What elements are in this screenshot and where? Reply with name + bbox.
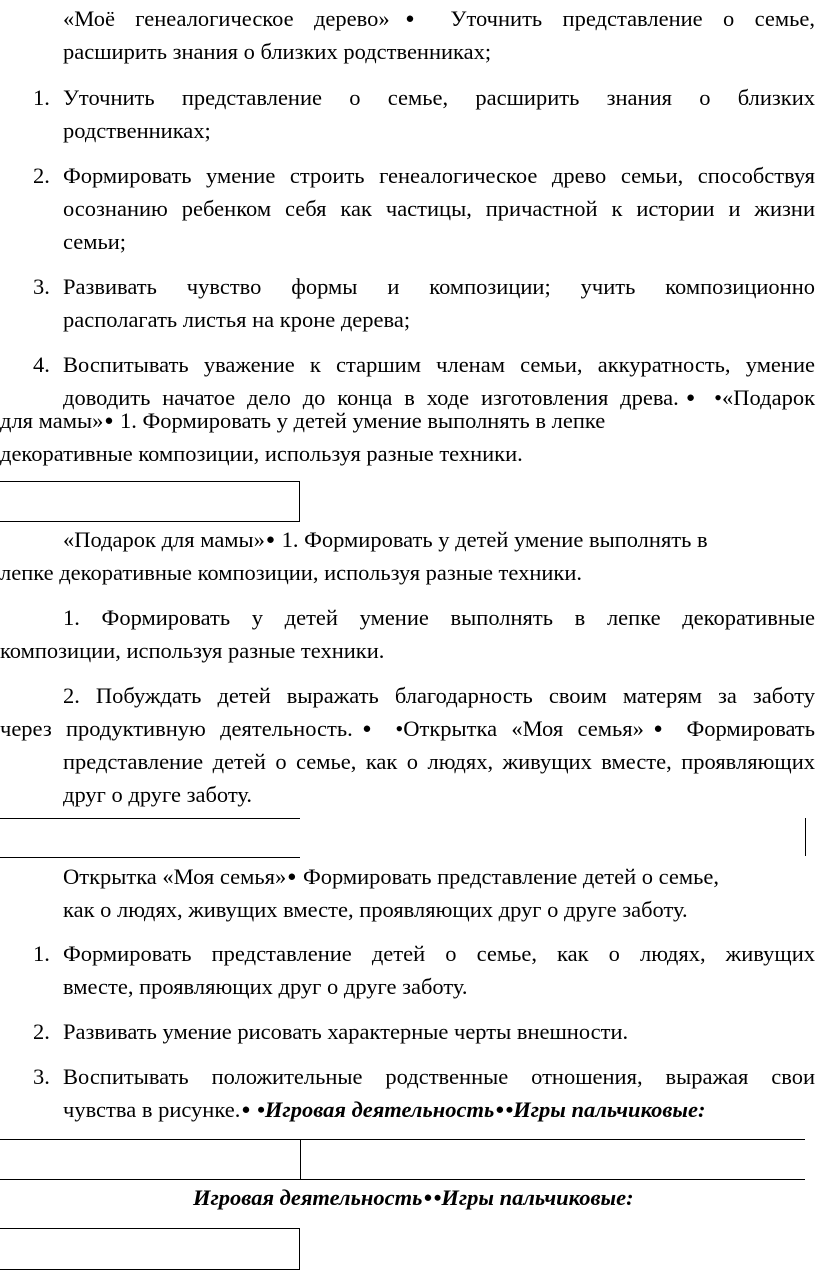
project-title-gift: для мамы» [0,408,104,433]
bullet-icon: ● [679,390,702,406]
empty-table-cell [0,1228,300,1270]
list-text: Формировать представление детей о семье, как о людях, живущих [63,941,815,966]
gift-goal-2-line-3: представление детей о семье, как о людях, живущих вместе, проявляющих [63,749,815,774]
bullet-icon: ● [644,721,672,737]
list-text: осознанию ребенком себя как частицы, причастной к истории и жизни [63,196,815,221]
list-text: родственниках; [63,118,211,143]
table-border [300,1139,301,1179]
list-text: Уточнить представление о семье, расширить знания о близких [63,85,815,110]
list-number: 1. [33,85,50,110]
list-text-part: чувства в рисунке. [63,1097,241,1122]
list-text: семьи; [63,229,127,254]
games-heading [193,1181,634,1218]
bullet-icon: ● [390,11,430,27]
divider-line [0,818,300,819]
list-text: Развивать умение рисовать характерные черты внешности. [63,1019,629,1044]
bullet-icon: ● [287,869,297,885]
gift-text: 1. Формировать у детей умение выполнять в [281,527,708,552]
list-number: 2. [33,163,50,188]
section-heading-games: Игровая деятельность [193,1185,423,1210]
project-title-tree: «Моё генеалогическое дерево» [63,6,390,31]
divider-line [805,818,806,856]
gift-text: 1. Формировать у детей умение выполнять в лепке [120,408,606,433]
list-number: 4. [33,352,50,377]
gift-line-1 [63,523,708,560]
list-text-part: доводить начатое дело до конца в ходе изготовления древа. [63,385,679,410]
section-heading-finger-games: •Игры пальчиковые: [433,1185,634,1210]
intro-line-2: расширить знания о близких родственниках; [63,39,492,64]
gift-goal-1-line-2: композиции, используя разные техники. [0,638,385,663]
gift-inline-line-2: декоративные композиции, используя разные техники. [0,441,523,466]
divider-line [0,857,300,858]
gift-line-2: лепке декоративные композиции, используя разные техники. [0,560,583,585]
section-heading-finger-games: •Игры пальчиковые: [505,1097,706,1122]
list-text [63,1093,706,1130]
intro-line-1 [63,2,815,39]
list-number: 2. [33,1019,50,1044]
bullet-icon: ● [423,1190,433,1206]
gift-text: Формировать [686,716,816,741]
card-line-2: как о людях, живущих вместе, проявляющих друг о друге заботу. [63,897,688,922]
bullet-icon: ● [495,1102,505,1118]
table-border [0,1179,805,1180]
gift-goal-1-line-1: 1. Формировать у детей умение выполнять в лепке декоративные [63,605,815,630]
list-text: Воспитывать уважение к старшим членам семьи, аккуратность, умение [63,352,815,377]
table-border [0,1139,805,1140]
bullet-icon: ● [104,413,114,429]
gift-goal-2-line-2 [0,712,815,749]
list-number: 3. [33,274,50,299]
project-title-gift: •«Подарок [714,385,816,410]
intro-text: Уточнить представление о семье, [450,6,816,31]
empty-table-cell [0,481,300,522]
gift-goal-2-line-1: 2. Побуждать детей выражать благодарность своим матерям за заботу [63,683,815,708]
gift-inline-line-1 [0,404,605,441]
bullet-icon: ● [265,532,275,548]
list-text: располагать листья на кроне дерева; [63,307,411,332]
project-title-card: Открытка «Моя семья» [63,864,287,889]
card-line-1 [63,860,719,897]
bullet-icon: ● [241,1102,251,1118]
section-heading-games: •Игровая деятельность [257,1097,495,1122]
list-text: Воспитывать положительные родственные отношения, выражая свои [63,1064,815,1089]
list-text: Развивать чувство формы и композиции; учить композиционно [63,274,815,299]
project-title-gift: «Подарок для мамы» [63,527,265,552]
list-text: Формировать умение строить генеалогическое древо семьи, способствуя [63,163,815,188]
card-text: Формировать представление детей о семье, [302,864,720,889]
project-title-card: •Открытка «Моя семья» [395,716,644,741]
list-number: 3. [33,1064,50,1089]
gift-goal-2-line-4: друг о друге заботу. [63,782,253,807]
list-text: вместе, проявляющих друг о друге заботу. [63,974,468,999]
gift-text: через продуктивную деятельность. [0,716,353,741]
bullet-icon: ● [353,721,381,737]
list-number: 1. [33,941,50,966]
